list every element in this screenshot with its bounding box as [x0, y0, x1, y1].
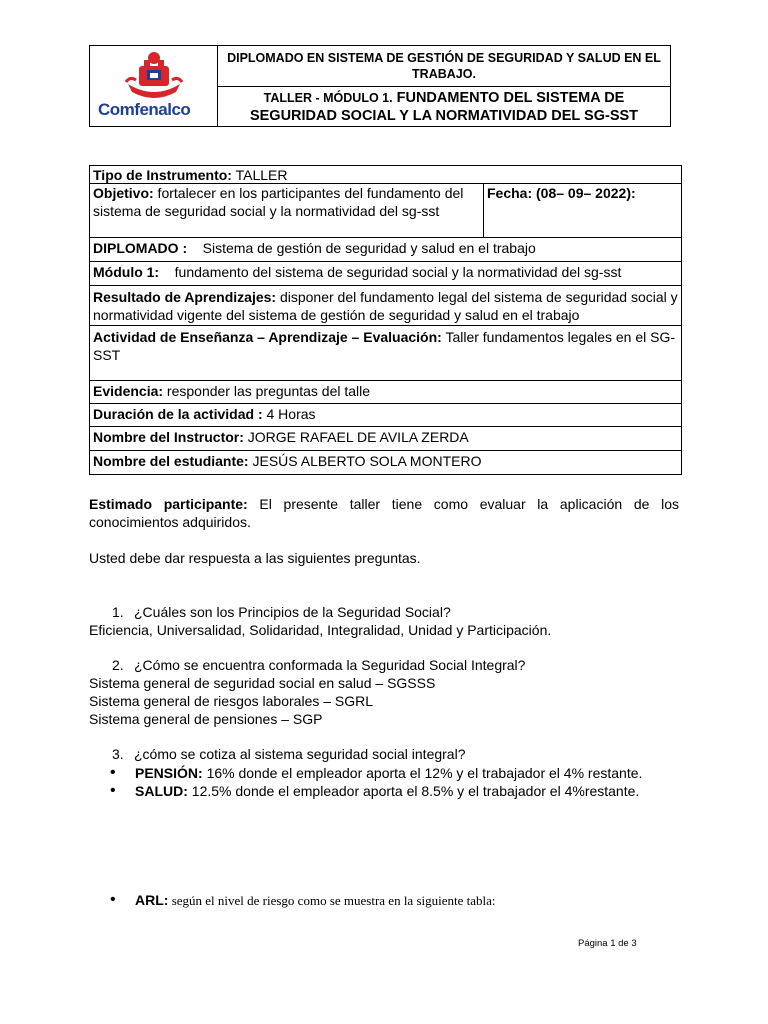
- intro-label: Estimado participante:: [89, 496, 248, 512]
- answer-2: [89, 674, 679, 728]
- answer-2-item: Sistema general de seguridad social en salud – SGSSS: [89, 675, 436, 691]
- row-estudiante: [90, 451, 681, 474]
- question-2: [112, 656, 672, 674]
- question-2-number: 2.: [112, 657, 124, 673]
- document-header: [89, 45, 671, 127]
- objetivo-value: fortalecer en los participantes del fundamento del sistema de seguridad social y la normatividad del sg-sst: [93, 185, 464, 219]
- instruction-text: Usted debe dar respuesta a las siguientes preguntas.: [89, 550, 421, 566]
- row-resultado: [90, 286, 681, 326]
- modulo-label: Módulo 1:: [93, 264, 160, 280]
- row-actividad: [90, 326, 681, 381]
- estudiante-label: Nombre del estudiante:: [93, 453, 249, 469]
- question-2-text: ¿Cómo se encuentra conformada la Seguridad Social Integral?: [134, 657, 526, 673]
- question-1-text: ¿Cuáles son los Principios de la Seguridad Social?: [134, 604, 451, 620]
- actividad-value: Taller fundamentos legales en el SG-SST: [93, 329, 676, 363]
- evidencia-value: responder las preguntas del talle: [163, 383, 371, 399]
- question-3-text: ¿cómo se cotiza al sistema seguridad social integral?: [134, 746, 466, 762]
- diplomado-value: Sistema de gestión de seguridad y salud en el trabajo: [187, 240, 536, 256]
- actividad-label: Actividad de Enseñanza – Aprendizaje – Evaluación:: [93, 329, 442, 345]
- duracion-label: Duración de la actividad :: [93, 406, 263, 422]
- evidencia-label: Evidencia:: [93, 383, 164, 399]
- instructor-label: Nombre del Instructor:: [93, 429, 244, 445]
- row-diplomado: [90, 238, 681, 262]
- info-table: [89, 165, 682, 475]
- modulo-value: fundamento del sistema de seguridad social y la normatividad del sg-sst: [159, 264, 622, 280]
- duracion-value: 4 Horas: [262, 406, 316, 422]
- diplomado-label: DIPLOMADO :: [93, 240, 188, 256]
- arl-list: [89, 891, 679, 910]
- answer-2-item: Sistema general de pensiones – SGP: [89, 711, 323, 727]
- header-subtitle-main: FUNDAMENTO DEL SISTEMA DE SEGURIDAD SOCIAL Y LA NORMATIVIDAD DEL SG-SST: [249, 89, 639, 124]
- arl-text: según el nivel de riesgo como se muestra en la siguiente tabla:: [168, 893, 496, 908]
- resultado-label: Resultado de Aprendizajes:: [93, 289, 277, 305]
- fecha-label: Fecha: (08– 09– 2022):: [487, 185, 636, 201]
- objetivo-label: Objetivo:: [93, 185, 154, 201]
- arl-label: ARL:: [135, 892, 169, 908]
- row-instructor: [90, 427, 681, 451]
- question-3-number: 3.: [112, 746, 124, 762]
- row-duracion: [90, 404, 681, 427]
- fecha-cell: [484, 184, 681, 237]
- salud-label: SALUD:: [135, 783, 188, 799]
- question-3: [112, 745, 672, 763]
- list-item-salud: [89, 782, 679, 800]
- list-item-pension: [89, 764, 679, 782]
- estudiante-value: JESÚS ALBERTO SOLA MONTERO: [248, 453, 482, 469]
- header-title: DIPLOMADO EN SISTEMA DE GESTIÓN DE SEGURIDAD Y SALUD EN EL TRABAJO.: [218, 46, 670, 87]
- row-evidencia: [90, 381, 681, 404]
- salud-text: 12.5% donde el empleador aporta el 8.5% y el trabajador el 4%restante.: [187, 783, 640, 799]
- list-item-arl: [89, 891, 679, 910]
- page-number: Página 1 de 3: [578, 938, 637, 949]
- pension-text: 16% donde el empleador aporta el 12% y el trabajador el 4% restante.: [202, 765, 643, 781]
- row-objetivo: [90, 184, 681, 238]
- brand-name: Comfenalco: [98, 100, 191, 119]
- instructor-value: JORGE RAFAEL DE AVILA ZERDA: [243, 429, 469, 445]
- objetivo-cell: [90, 184, 484, 237]
- resultado-value: disponer del fundamento legal del sistema de seguridad social y normatividad vigente del sistema de gestión de seguridad y salud en el trabajo: [93, 289, 678, 323]
- question-1: [112, 603, 672, 621]
- intro-text: El presente taller tiene como evaluar la aplicación de los conocimientos adquiridos.: [89, 496, 679, 530]
- tipo-label: Tipo de Instrumento:: [93, 167, 232, 183]
- answer-2-item: Sistema general de riesgos laborales – SGRL: [89, 693, 374, 709]
- logo-cell: [90, 46, 218, 126]
- header-subtitle: [218, 87, 670, 126]
- tipo-value: TALLER: [231, 167, 288, 183]
- row-modulo: [90, 262, 681, 286]
- answer-1: Eficiencia, Universalidad, Solidaridad, Integralidad, Unidad y Participación.: [89, 622, 552, 638]
- header-subtitle-prefix: TALLER - MÓDULO 1.: [263, 90, 393, 105]
- pension-label: PENSIÓN:: [135, 765, 203, 781]
- intro-paragraph: [89, 495, 679, 531]
- row-tipo: [90, 166, 681, 184]
- question-1-number: 1.: [112, 604, 124, 620]
- comfenalco-logo-icon: [90, 46, 218, 100]
- answer-3-list: [89, 764, 679, 800]
